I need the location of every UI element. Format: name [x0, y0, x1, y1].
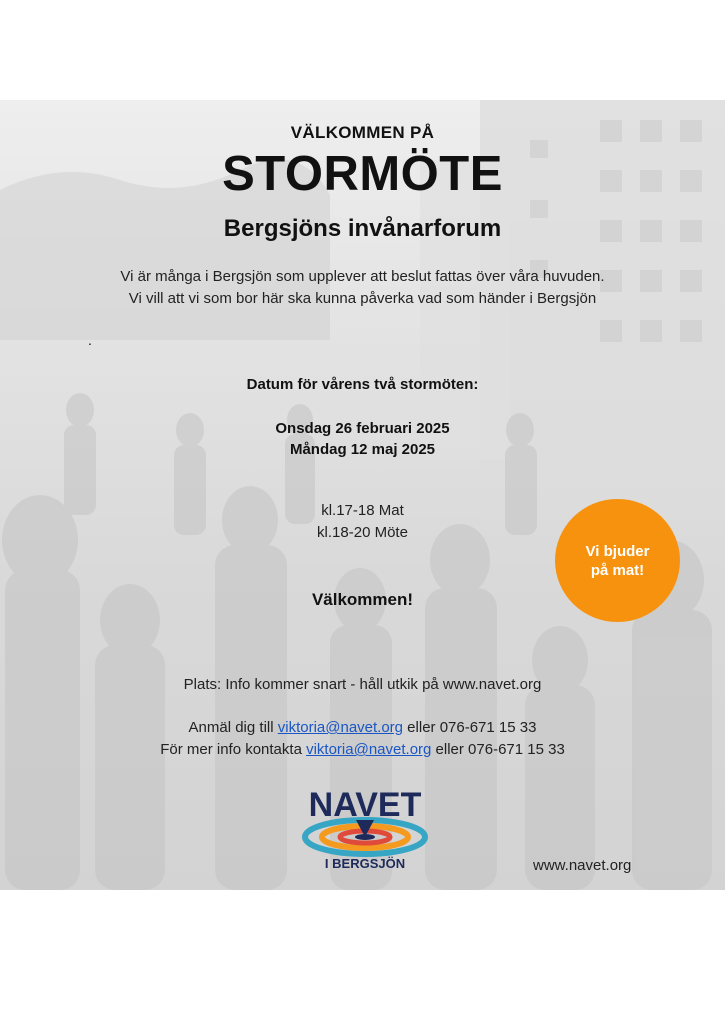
subtitle: Bergsjöns invånarforum: [223, 215, 502, 242]
signup-line: [0, 717, 725, 739]
website-url: www.navet.org: [533, 857, 632, 874]
time-food: kl.17-18 Mat: [321, 502, 404, 519]
signup-suffix: eller 076-671 15 33: [403, 719, 537, 736]
signup-prefix: Anmäl dig till: [188, 719, 278, 736]
info-line: [0, 739, 725, 761]
badge-line-2: på mat!: [590, 561, 645, 579]
logo-subtext: I BERGSJÖN: [324, 856, 406, 871]
headline: STORMÖTE: [222, 147, 503, 201]
contact-block: [0, 717, 725, 761]
logo-word: NAVET: [308, 786, 422, 824]
meeting-dates: [0, 418, 725, 460]
food-badge: [555, 499, 680, 622]
intro-paragraph: [0, 266, 725, 310]
info-suffix: eller 076-671 15 33: [431, 741, 565, 758]
signup-email-link[interactable]: viktoria@navet.org: [277, 719, 404, 736]
time-meeting: kl.18-20 Möte: [317, 524, 408, 541]
navet-logo: [298, 780, 433, 872]
stray-dot: .: [88, 332, 92, 348]
kicker-text: VÄLKOMMEN PÅ: [290, 123, 435, 142]
info-prefix: För mer info kontakta: [160, 741, 307, 758]
meeting-date-2: Måndag 12 maj 2025: [289, 441, 436, 458]
place-info: Plats: Info kommer snart - håll utkik på www.navet.org: [183, 676, 542, 693]
info-email-link[interactable]: viktoria@navet.org: [306, 741, 432, 758]
meeting-date-1: Onsdag 26 februari 2025: [275, 420, 450, 437]
intro-line-1: Vi är många i Bergsjön som upplever att beslut fattas över våra huvuden.: [120, 268, 605, 285]
intro-line-2: Vi vill att vi som bor här ska kunna påverka vad som händer i Bergsjön: [128, 290, 597, 307]
navet-logo-graphic: [298, 780, 433, 872]
dates-heading: Datum för vårens två stormöten:: [246, 376, 479, 393]
badge-line-1: Vi bjuder: [585, 542, 650, 560]
welcome-text: Välkommen!: [311, 590, 414, 609]
